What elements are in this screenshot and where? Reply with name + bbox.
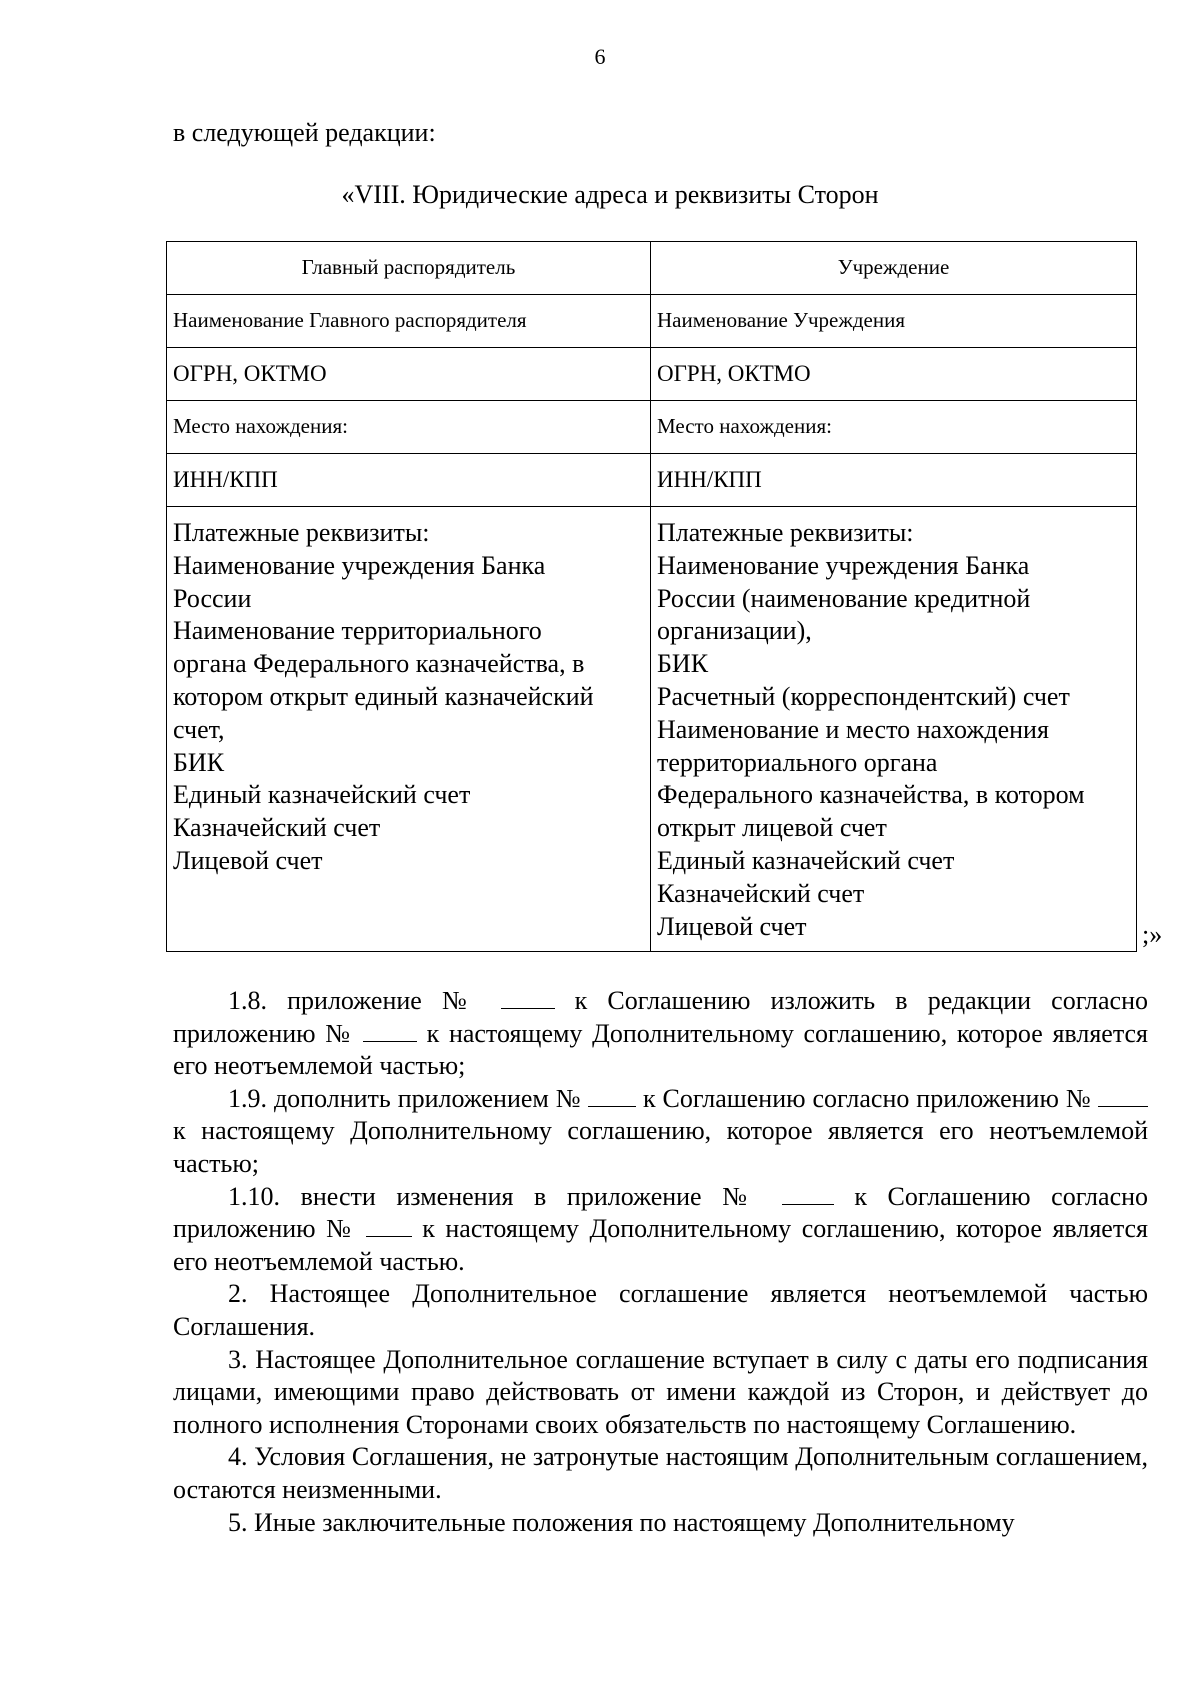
clause-1-10 xyxy=(173,1181,1148,1279)
clause-text: 1.8. приложение № xyxy=(228,986,481,1015)
clause-2: 2. Настоящее Дополнительное соглашение является неотъемлемой частью Соглашения. xyxy=(173,1279,1148,1341)
payment-line: Казначейский счет xyxy=(657,878,865,908)
cell-right-ogrn: ОГРН, ОКТМО xyxy=(651,348,1137,401)
blank-field xyxy=(588,1105,636,1107)
blank-field xyxy=(366,1235,412,1237)
cell-left-ogrn: ОГРН, ОКТМО xyxy=(167,348,651,401)
clause-text: 1.9. дополнить приложением № xyxy=(228,1083,582,1113)
payment-line: Лицевой счет xyxy=(173,845,323,875)
payment-line: органа Федерального казначейства, в xyxy=(173,649,585,679)
table-row-payment xyxy=(167,507,1137,952)
payment-line: Казначейский счет xyxy=(173,813,381,843)
section-title: «VIII. Юридические адреса и реквизиты Сторон xyxy=(341,180,879,209)
clause-text: к настоящему Дополнительному соглашению, которое является его неотъемлемой частью; xyxy=(173,1018,1148,1081)
clause-5: 5. Иные заключительные положения по настоящему Дополнительному xyxy=(228,1507,1015,1537)
payment-line: Платежные реквизиты: xyxy=(657,518,914,547)
clause-text: к Соглашению согласно приложению № xyxy=(642,1083,1092,1113)
table-row xyxy=(167,401,1137,454)
table-row xyxy=(167,454,1137,507)
cell-right-inn: ИНН/КПП xyxy=(651,454,1137,507)
clause-text: к Соглашению изложить в редакции согласно приложению № xyxy=(173,986,1149,1048)
clause-text: к настоящему Дополнительному соглашению, которое является его неотъемлемой частью. xyxy=(173,1214,1149,1276)
clause-3: 3. Настоящее Дополнительное соглашение вступает в силу с даты его подписания лицами, имеющими право действовать от имени каждой из Сторон, и действует до полного исполнения Сторонами своих обязательств по настоящему Соглашению. xyxy=(173,1344,1148,1439)
clause-text: 1.10. внести изменения в приложение № xyxy=(228,1181,762,1211)
payment-line: счет, xyxy=(173,714,225,744)
intro-text: в следующей редакции: xyxy=(173,118,436,147)
closing-quote-mark: ;» xyxy=(1142,920,1163,949)
clause-1-8 xyxy=(173,985,1148,1083)
payment-line: Платежные реквизиты: xyxy=(173,518,430,547)
payment-line: Наименование и место нахождения xyxy=(657,714,1049,744)
blank-field xyxy=(363,1040,417,1042)
header-chief-administrator: Главный распорядитель xyxy=(167,242,651,295)
clause-text: к Соглашению согласно приложению № xyxy=(173,1181,1149,1244)
payment-line: Наименование территориального xyxy=(173,616,542,646)
page-number: 6 xyxy=(594,44,606,69)
payment-line: Наименование учреждения Банка xyxy=(173,550,546,580)
table-row xyxy=(167,295,1137,348)
cell-left-name: Наименование Главного распорядителя xyxy=(167,295,651,348)
payment-line: России (наименование кредитной xyxy=(657,583,1031,613)
payment-line: Единый казначейский счет xyxy=(173,780,471,810)
payment-line: БИК xyxy=(657,649,709,679)
payment-line: котором открыт единый казначейский xyxy=(173,681,594,711)
header-institution: Учреждение xyxy=(651,242,1137,295)
cell-right-payment xyxy=(651,507,1137,952)
payment-line: БИК xyxy=(173,747,225,777)
table-header-row xyxy=(167,242,1137,295)
cell-left-payment xyxy=(167,507,651,952)
payment-line: Лицевой счет xyxy=(657,911,807,941)
payment-line: открыт лицевой счет xyxy=(657,813,887,843)
cell-left-inn: ИНН/КПП xyxy=(167,454,651,507)
blank-field xyxy=(501,1007,555,1009)
clause-4: 4. Условия Соглашения, не затронутые настоящим Дополнительным соглашением, остаются неизменными. xyxy=(173,1442,1148,1504)
blank-field xyxy=(782,1203,834,1205)
payment-line: Единый казначейский счет xyxy=(657,845,955,875)
payment-line: Расчетный (корреспондентский) счет xyxy=(657,681,1070,711)
clause-1-9 xyxy=(173,1083,1148,1181)
payment-line: организации), xyxy=(657,616,812,646)
blank-field xyxy=(1098,1105,1148,1107)
table-row xyxy=(167,348,1137,401)
payment-line: Наименование учреждения Банка xyxy=(657,550,1030,580)
clauses-body xyxy=(173,985,1148,1539)
cell-left-location: Место нахождения: xyxy=(167,401,651,454)
clause-text: к настоящему Дополнительному соглашению, которое является его неотъемлемой частью; xyxy=(173,1116,1148,1178)
cell-right-name: Наименование Учреждения xyxy=(651,295,1137,348)
cell-right-location: Место нахождения: xyxy=(651,401,1137,454)
payment-line: территориального органа xyxy=(657,747,938,777)
requisites-table xyxy=(166,241,1137,952)
payment-line: Федерального казначейства, в котором xyxy=(657,780,1085,810)
payment-line: России xyxy=(173,583,252,613)
